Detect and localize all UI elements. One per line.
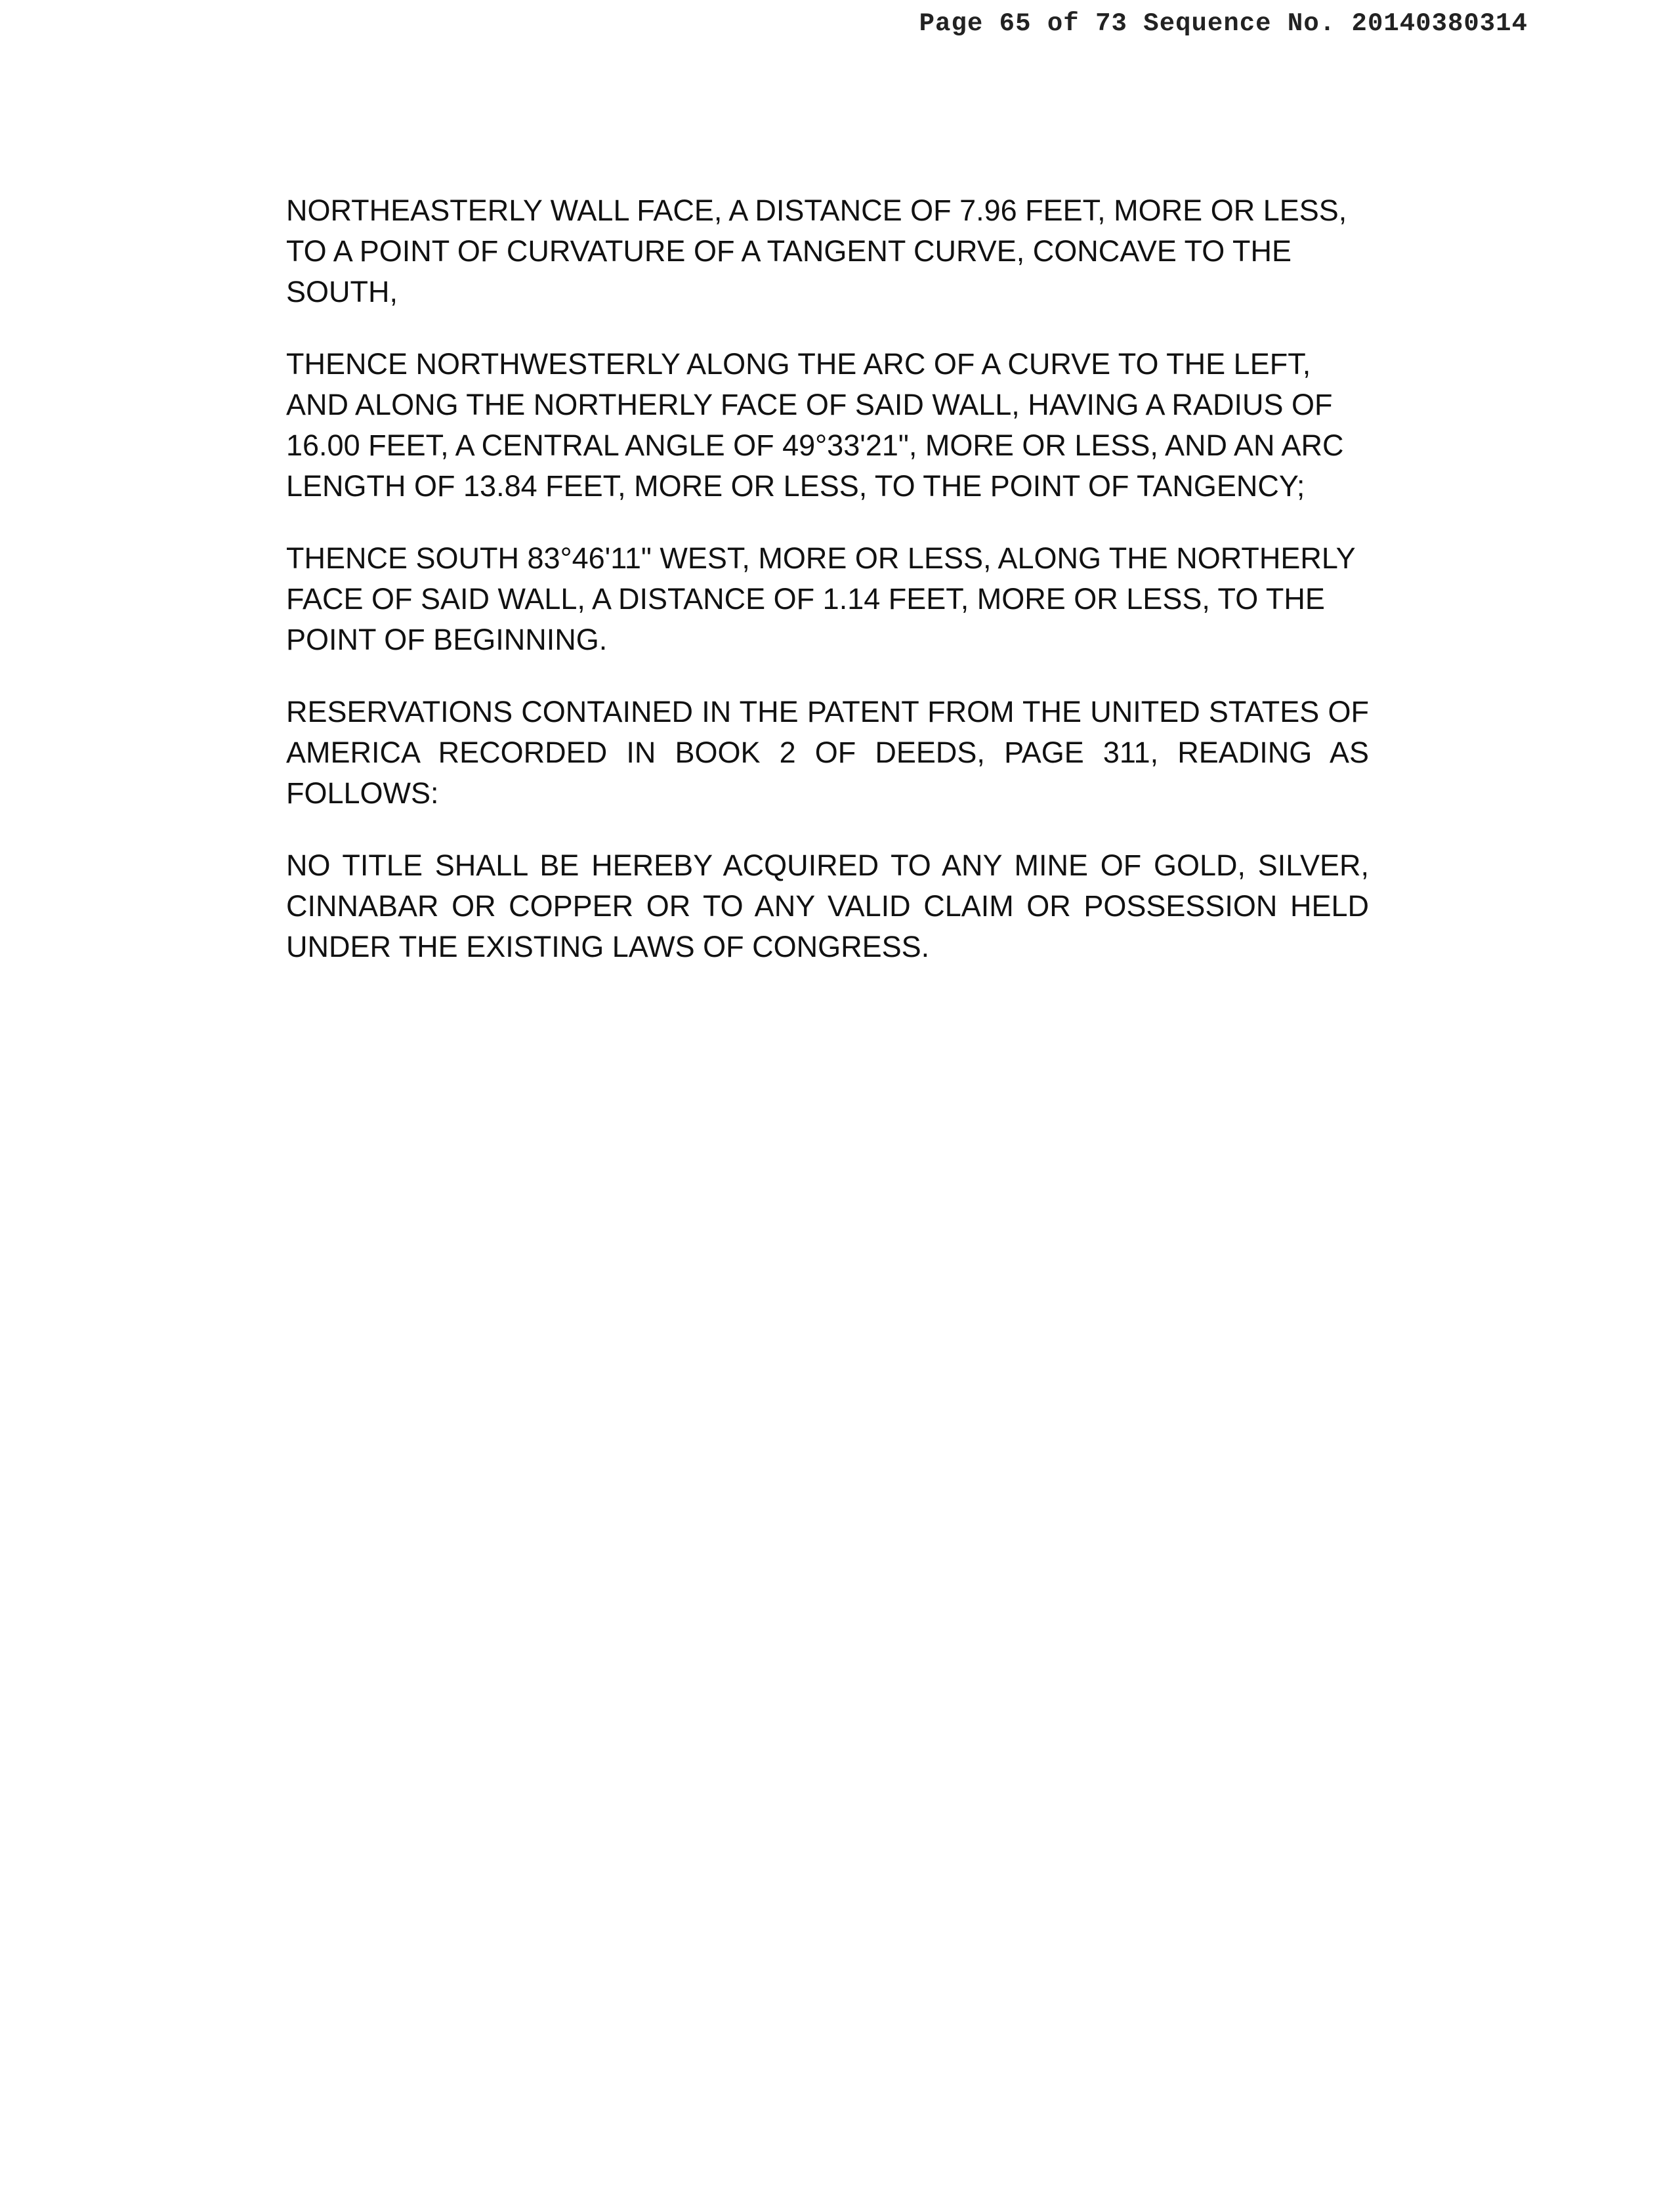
- paragraph-point-of-beginning: THENCE SOUTH 83°46'11" WEST, MORE OR LESS, ALONG THE NORTHERLY FACE OF SAID WALL, A DISTANCE OF 1.14 FEET, MORE OR LESS, TO THE POINT OF BEGINNING.: [286, 541, 1355, 656]
- paragraph-curve-arc: THENCE NORTHWESTERLY ALONG THE ARC OF A CURVE TO THE LEFT, AND ALONG THE NORTHERLY FACE OF SAID WALL, HAVING A RADIUS OF 16.00 FEET, A CENTRAL ANGLE OF 49°33'21", MORE OR LESS, AND AN ARC LENGTH OF 13.84 FEET, MORE OR LESS, TO THE POINT OF TANGENCY;: [286, 347, 1344, 503]
- paragraph-mineral-title: NO TITLE SHALL BE HEREBY ACQUIRED TO ANY MINE OF GOLD, SILVER, CINNABAR OR COPPER OR TO ANY VALID CLAIM OR POSSESSION HELD UNDER THE EXISTING LAWS OF CONGRESS.: [286, 849, 1369, 963]
- page-sequence-header: Page 65 of 73 Sequence No. 20140380314: [919, 9, 1528, 38]
- paragraph-reservations: RESERVATIONS CONTAINED IN THE PATENT FROM THE UNITED STATES OF AMERICA RECORDED IN BOOK 2 OF DEEDS, PAGE 311, READING AS FOLLOWS:: [286, 695, 1369, 810]
- paragraph-wall-face: NORTHEASTERLY WALL FACE, A DISTANCE OF 7.96 FEET, MORE OR LESS, TO A POINT OF CURVATURE OF A TANGENT CURVE, CONCAVE TO THE SOUTH,: [286, 194, 1347, 308]
- legal-description-body: [286, 190, 1369, 999]
